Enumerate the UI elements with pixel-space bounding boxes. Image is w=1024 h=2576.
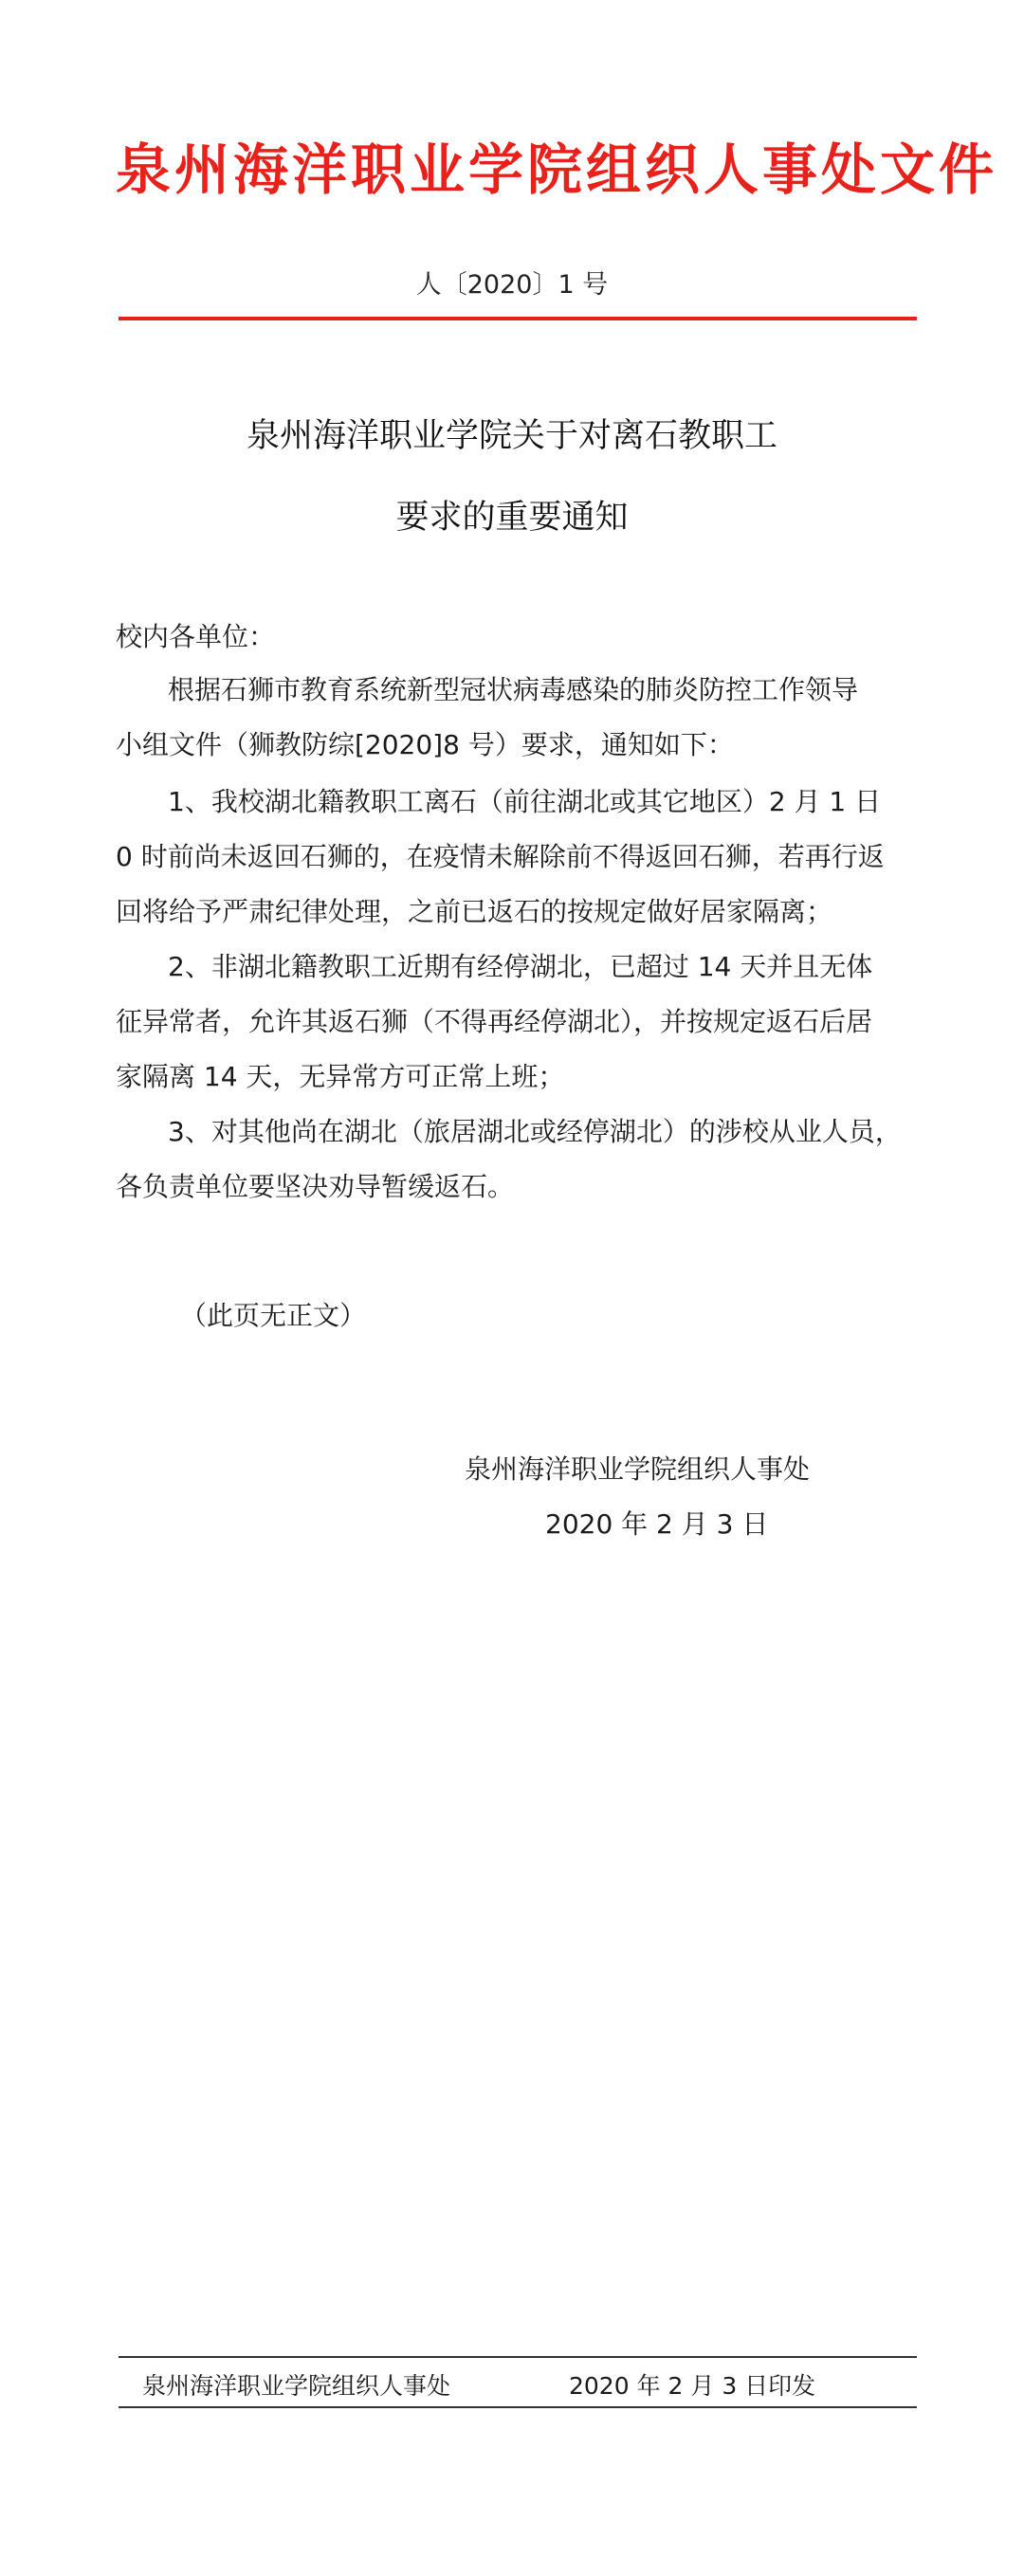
document-number: 人〔2020〕1 号 — [415, 270, 609, 300]
body-line: 小组文件（狮教防综[2020]8 号）要求，通知如下： — [116, 729, 734, 760]
signature-org: 泉州海洋职业学院组织人事处 — [465, 1453, 811, 1485]
body-line: 3、对其他尚在湖北（旅居湖北或经停湖北）的涉校从业人员， — [168, 1116, 902, 1147]
body-line: 根据石狮市教育系统新型冠状病毒感染的肺炎防控工作领导 — [168, 674, 859, 705]
body-line: 各负责单位要坚决劝导暂缓返石。 — [116, 1171, 515, 1202]
footer-print-date: 2020 年 2 月 3 日印发 — [569, 2372, 816, 2400]
signature-date: 2020 年 2 月 3 日 — [545, 1508, 769, 1540]
document-header-title: 泉州海洋职业学院组织人事处文件 — [116, 137, 998, 202]
no-body-note: （此页无正文） — [180, 1300, 367, 1331]
salutation: 校内各单位： — [116, 621, 276, 652]
notice-title-line-2: 要求的重要通知 — [395, 499, 629, 537]
body-line: 家隔离 14 天，无异常方可正常上班； — [116, 1061, 565, 1092]
footer-org: 泉州海洋职业学院组织人事处 — [142, 2372, 451, 2400]
notice-title-line-1: 泉州海洋职业学院关于对离石教职工 — [246, 417, 777, 455]
header-red-divider — [119, 317, 917, 320]
footer-top-rule — [119, 2356, 917, 2358]
body-line: 0 时前尚未返回石狮的，在疫情未解除前不得返回石狮，若再行返 — [116, 841, 885, 872]
body-line: 1、我校湖北籍教职工离石（前往湖北或其它地区）2 月 1 日 — [168, 786, 882, 817]
body-line: 征异常者，允许其返石狮（不得再经停湖北），并按规定返石后居 — [116, 1006, 873, 1037]
body-line: 回将给予严肃纪律处理，之前已返石的按规定做好居家隔离； — [116, 896, 833, 927]
footer-bottom-rule — [119, 2406, 917, 2408]
body-line: 2、非湖北籍教职工近期有经停湖北，已超过 14 天并且无体 — [168, 951, 873, 982]
